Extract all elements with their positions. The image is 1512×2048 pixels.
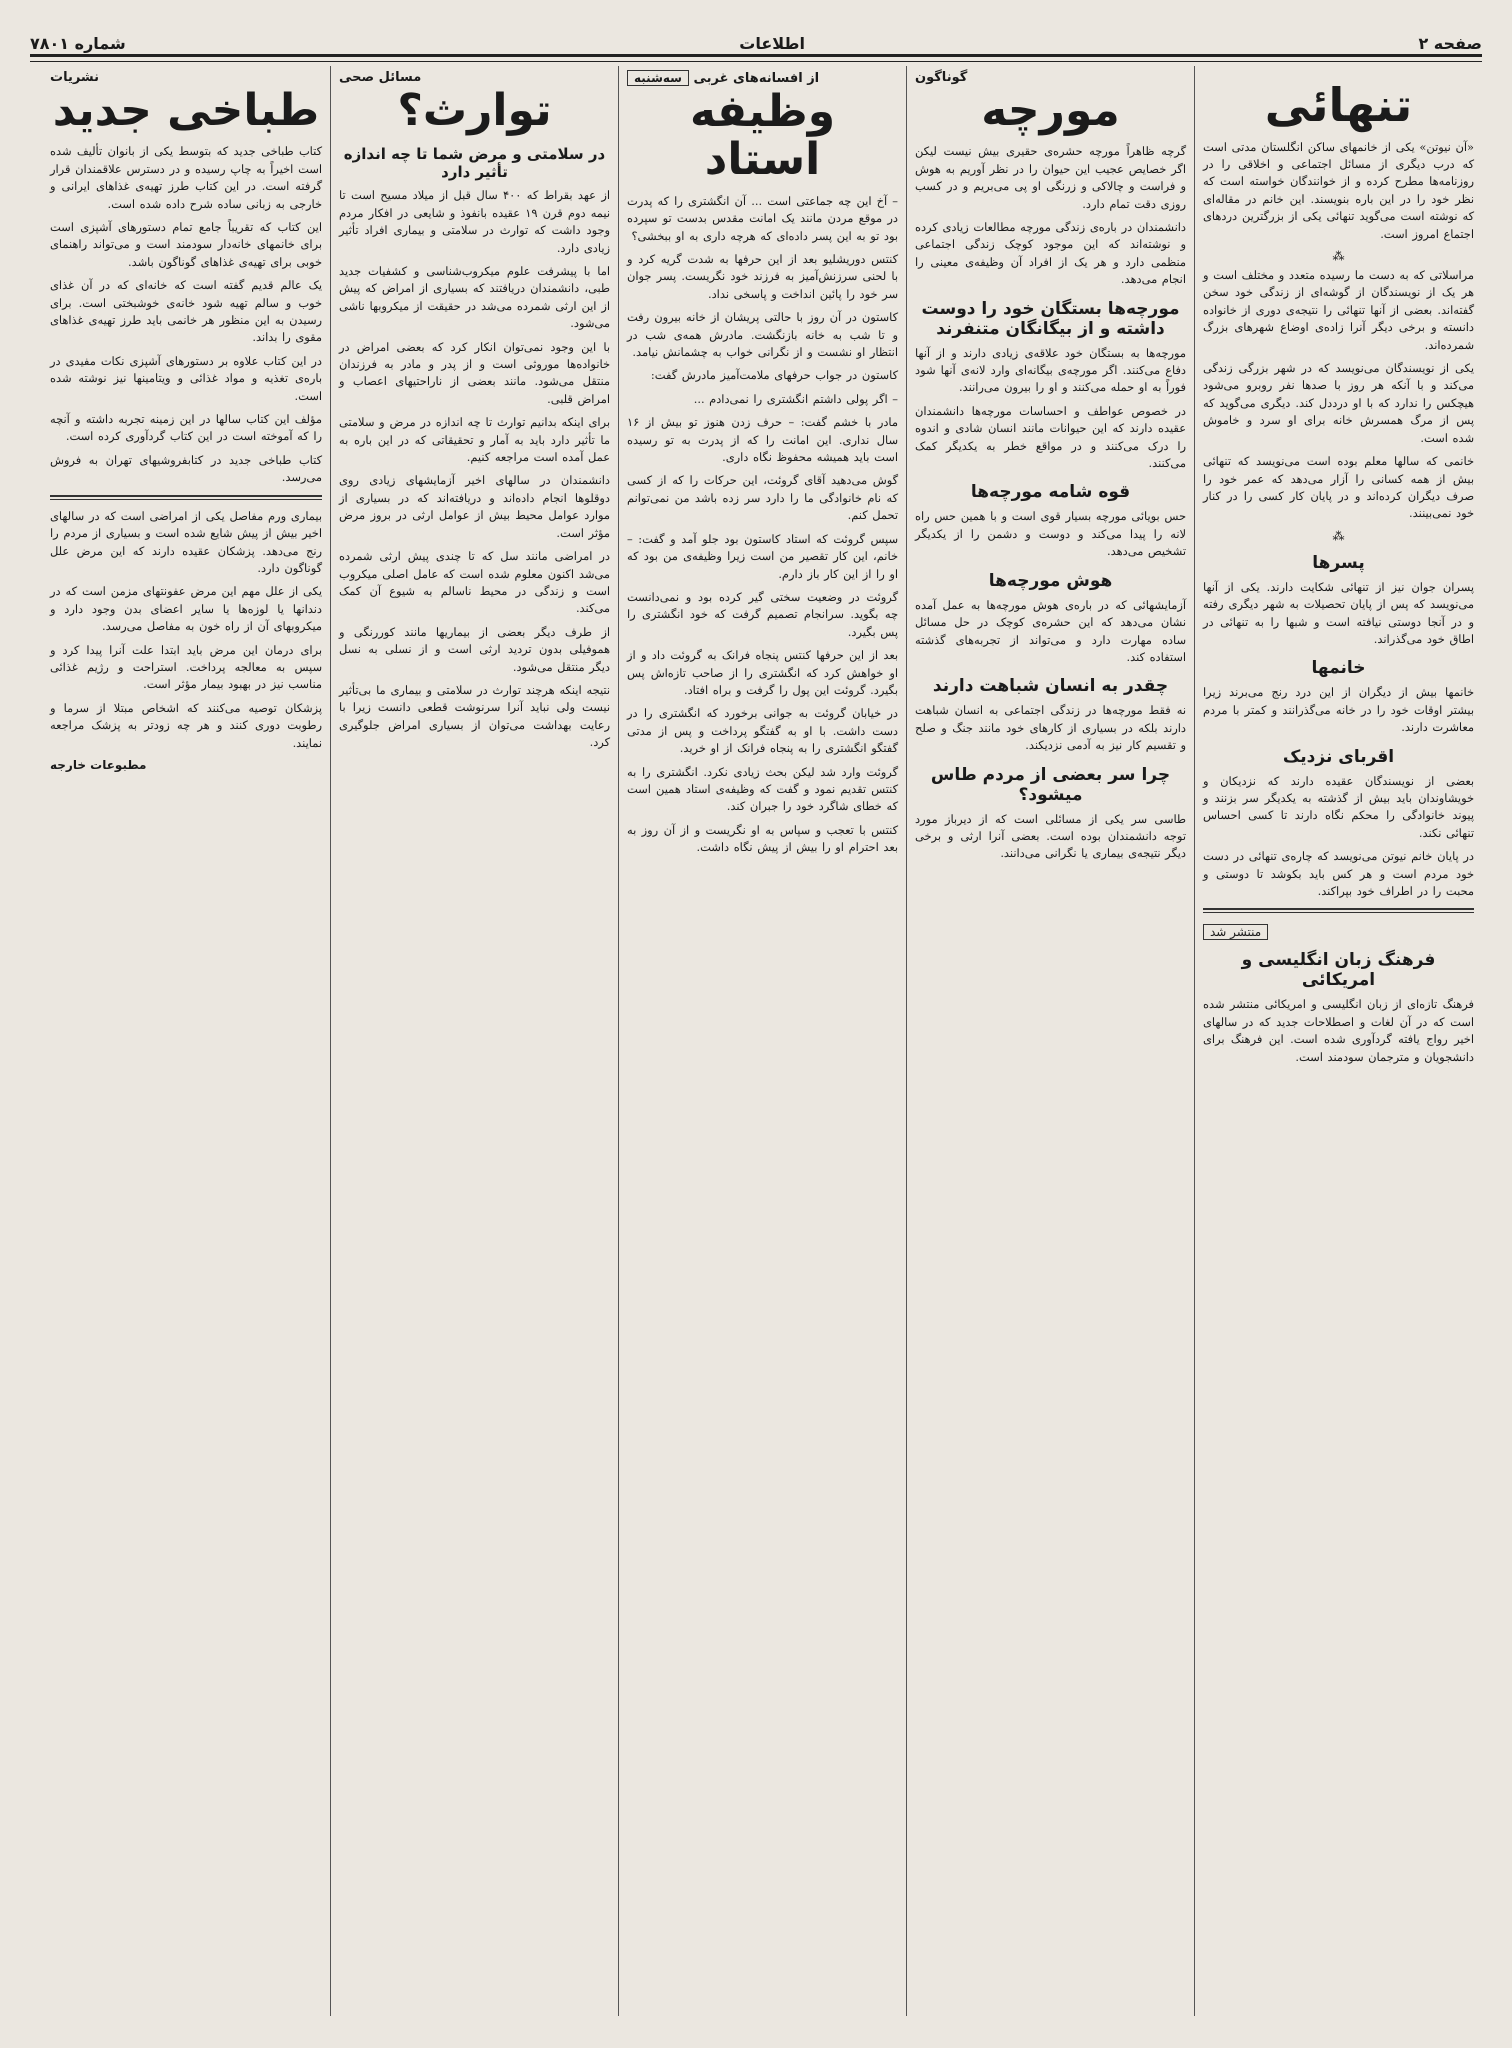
- section-label: [627, 70, 898, 86]
- paragraph: در این کتاب علاوه بر دستورهای آشپزی نکات مفیدی در باره‌ی تغذیه و مواد غذائی و ویتامینها نیز نوشته شده است.: [50, 353, 322, 403]
- paragraph: طاسی سر یکی از مسائلی است که از دیرباز مورد توجه دانشمندان بوده است. بعضی آنرا ارثی و برخی دیگر نتیجه‌ی بیماری یا نگرانی می‌دانند.: [915, 811, 1186, 861]
- section-divider: [1203, 908, 1474, 913]
- subheading: پسرها: [1312, 552, 1365, 573]
- separator-stars: ⁂: [1332, 249, 1345, 264]
- section-box-label: منتشر شد: [1203, 924, 1268, 940]
- column-teachers-duty: [618, 66, 906, 2016]
- paragraph: نتیجه اینکه هرچند توارث در سلامتی و بیماری ما بی‌تأثیر نیست ولی نباید آنرا سرنوشت قطعی دانست زیرا با رعایت بهداشت می‌توان از بسیاری امراض جلوگیری کرد.: [339, 682, 610, 750]
- subheading: فرهنگ زبان انگلیسی و امریکائی: [1241, 950, 1436, 991]
- paragraph: کنتس دوریشلیو بعد از این حرفها به شدت گریه کرد و با لحنی سرزنش‌آمیز به فرزند خود نگریست. پسر جوان سر خود را پائین انداخت و پاسخی نداد.: [627, 252, 898, 301]
- subheading: اقربای نزدیک: [1282, 746, 1395, 767]
- section-label: مسائل صحی: [339, 70, 422, 85]
- paragraph: مورچه‌ها به بستگان خود علاقه‌ی زیادی دارند و از آنها دفاع می‌کنند. اگر مورچه‌ی بیگانه‌ای وارد لانه‌ی آنها شود فوراً به او حمله می‌کنند و او را بیرون می‌رانند.: [915, 345, 1186, 395]
- paragraph: بعد از این حرفها کنتس پنجاه فرانک به گروئت داد و از او خواهش کرد که انگشتری را از صاحب تازه‌اش پس بگیرد. گروئت این پول را گرفت و براه افتاد.: [627, 648, 898, 697]
- paragraph: کتاب طباخی جدید که بتوسط یکی از بانوان تألیف شده است اخیراً به چاپ رسیده و در دسترس علاقمندان قرار گرفته است. در این کتاب طرز تهیه‌ی غذاهای ایرانی و خارجی به زبانی ساده شرح داده شده است.: [50, 144, 322, 211]
- paragraph: برای درمان این مرض باید ابتدا علت آنرا پیدا کرد و سپس به معالجه پرداخت. استراحت و رژیم غذائی مناسب نیز در بهبود بیمار مؤثر است.: [50, 642, 322, 692]
- section-label: نشریات: [50, 70, 100, 85]
- paragraph: کتاب طباخی جدید در کتابفروشیهای تهران به فروش می‌رسد.: [50, 452, 322, 485]
- paragraph: آزمایشهائی که در باره‌ی هوش مورچه‌ها به عمل آمده نشان می‌دهد که این حشره‌ی کوچک در حل مسائل ساده مهارت دارد و می‌تواند از تجربه‌های گذشته استفاده کند.: [915, 597, 1186, 664]
- article-headline: طباخی جدید: [52, 85, 320, 136]
- article-subtitle: در سلامتی و مرض شما تا چه اندازه تأثیر دارد: [343, 145, 606, 182]
- paragraph: در امراضی مانند سل که تا چندی پیش ارثی شمرده می‌شد اکنون معلوم شده است که عامل اصلی میکروب است و زندگی در محیط ناسالم به شیوع آن کمک می‌کند.: [339, 549, 610, 616]
- paragraph: پزشکان توصیه می‌کنند که اشخاص مبتلا از سرما و رطوبت دوری کنند و هر چه زودتر به پزشک مراجعه نمایند.: [50, 700, 322, 750]
- paragraph: دانشمندان در باره‌ی زندگی مورچه مطالعات زیادی کرده و نوشته‌اند که این موجود کوچک زندگی اجتماعی منظمی دارد و هر یک از افراد آن وظیفه‌ی معینی را انجام می‌دهد.: [915, 220, 1186, 287]
- paragraph: گروئت وارد شد لیکن بحث زیادی نکرد. انگشتری را به کنتس تقدیم نمود و گفت که وظیفه‌ی استاد همین است که خطای شاگرد خود را جبران کند.: [627, 764, 898, 814]
- subheading: چقدر به انسان شباهت دارند: [932, 676, 1169, 697]
- column-new-cookbook: [42, 66, 330, 2016]
- paragraph: نه فقط مورچه‌ها در زندگی اجتماعی به انسان شباهت دارند بلکه در بسیاری از کارهای خود مانند جنگ و صلح و تقسیم کار نیز به آدمی نزدیکند.: [915, 703, 1186, 753]
- separator-stars: ⁂: [1332, 528, 1345, 543]
- paragraph: از طرف دیگر بعضی از بیماریها مانند کوررنگی و هموفیلی بدون تردید ارثی است و از نسلی به نسل دیگر منتقل می‌شود.: [339, 624, 610, 674]
- paragraph: بعضی از نویسندگان عقیده دارند که نزدیکان و خویشاوندان باید بیش از گذشته به یکدیگر سر بزنند و پیوند خانوادگی را محکم نگاه دارند تا کسی احساس تنهائی نکند.: [1203, 773, 1474, 840]
- paragraph: گروئت در وضعیت سختی گیر کرده بود و نمی‌دانست چه بگوید. سرانجام تصمیم گرفت که خود انگشتری را پس بگیرد.: [627, 589, 898, 639]
- paragraph: – آخ این چه جماعتی است ... آن انگشتری را که پدرت در موقع مردن مانند یک امانت مقدس بدست تو سپرده بود تو به این پسر داده‌ای که هرچه داری به او ببخشی؟: [627, 193, 898, 243]
- subheading: چرا سر بعضی از مردم طاس میشود؟: [930, 764, 1171, 805]
- paragraph: در پایان خانم نیوتن می‌نویسد که چاره‌ی تنهائی در دست خود مردم است و هر کس باید بکوشد تا دوستی و محبت را در اطراف خود بپراکند.: [1203, 849, 1474, 898]
- paper-title: اطلاعات: [739, 33, 805, 53]
- section-label-text: از افسانه‌های غربی: [693, 71, 820, 86]
- paragraph: این کتاب که تقریباً جامع تمام دستورهای آشپزی است برای خانمهای خانه‌دار سودمند است و می‌تواند راهنمای خوبی برای تهیه‌ی غذاهای گوناگون باشد.: [50, 220, 322, 269]
- article-headline: توارث؟: [397, 85, 552, 136]
- paragraph: «آن نیوتن» یکی از خانمهای ساکن انگلستان مدتی است که درب دیگری از مسائل اجتماعی و اخلاقی را در روزنامه‌ها مطرح کرده و از خوانندگان خواسته است که نظر خود را در این باره بنویسند. این خانم در مقاله‌ای که نوشته است می‌گوید تنهائی یکی از بزرگترین دردهای اجتماع امروز است.: [1203, 139, 1474, 241]
- paragraph: – اگر پولی داشتم انگشتری را نمی‌دادم ...: [693, 391, 898, 406]
- paragraph: پسران جوان نیز از تنهائی شکایت دارند. یکی از آنها می‌نویسد که پس از پایان تحصیلات به شهر دیگری رفته و در آنجا دوستی نیافته است و شبها را به تنهائی در اطاق خود می‌گذراند.: [1203, 579, 1474, 646]
- subheading: خانمها: [1311, 658, 1366, 679]
- column-ant: [906, 66, 1194, 2016]
- section-label: گوناگون: [915, 70, 968, 85]
- paragraph: حس بویائی مورچه بسیار قوی است و با همین حس راه لانه را پیدا می‌کند و دوست و دشمن را از یکدیگر تشخیص می‌دهد.: [915, 509, 1186, 559]
- paragraph: یک عالم قدیم گفته است که خانه‌ای که در آن غذای خوب و سالم تهیه شود خانه‌ی خوشبختی است. برای رسیدن به این منظور هر خانمی باید طرز تهیه‌ی غذاهای مقوی را بداند.: [50, 278, 322, 345]
- paragraph: کاستون در آن روز با حالتی پریشان از خانه بیرون رفت و تا شب به خانه بازنگشت. مادرش همه‌ی شب در انتظار او نشست و از نگرانی خواب به چشمانش نیامد.: [627, 310, 898, 360]
- article-headline: تنهائی: [1264, 78, 1413, 132]
- article-headline: مورچه: [981, 85, 1120, 136]
- paragraph: مادر با خشم گفت: – حرف زدن هنوز تو بیش از ۱۶ سال نداری. این امانت را که از پدرت به تو رسیده است باید همیشه محفوظ نگاه داری.: [627, 415, 898, 465]
- paragraph: در خصوص عواطف و احساسات مورچه‌ها دانشمندان عقیده دارند که این حیوانات مانند انسان شادی و اندوه را درک می‌کنند و در مواقع خطر به یکدیگر کمک می‌کنند.: [915, 403, 1186, 471]
- page-number: صفحه ۲: [1418, 33, 1482, 53]
- paragraph: اما با پیشرفت علوم میکروب‌شناسی و کشفیات جدید طبی، دانشمندان دریافتند که بسیاری از امراض که پیش از این ارثی شمرده می‌شد در حقیقت از میکروبها ناشی می‌شود.: [339, 264, 610, 331]
- paragraph: کنتس با تعجب و سپاس به او نگریست و از آن روز به بعد احترام او را بیش از پیش نگاه داشت.: [627, 822, 898, 855]
- paragraph: دانشمندان در سالهای اخیر آزمایشهای زیادی روی دوقلوها انجام داده‌اند و دریافته‌اند که در بسیاری از موارد عوامل محیط بیش از عوامل ارثی در بروز مرض مؤثر است.: [339, 473, 610, 540]
- paragraph: بیماری ورم مفاصل یکی از امراضی است که در سالهای اخیر بیش از پیش شایع شده است و بسیاری از مردم را رنج می‌دهد. پزشکان عقیده دارند که این مرض علل گوناگون دارد.: [50, 508, 322, 575]
- paragraph: گرچه ظاهراً مورچه حشره‌ی حقیری بیش نیست لیکن اگر خصایص عجیب این حیوان را در نظر آوریم به هوش و فراست و چالاکی و زرنگی او پی می‌بریم و در کسب روزی دقت تمام دارد.: [915, 144, 1186, 211]
- paragraph: مؤلف این کتاب سالها در این زمینه تجربه داشته و آنچه را که آموخته است در این کتاب گردآوری کرده است.: [50, 412, 322, 444]
- paragraph: برای اینکه بدانیم توارث تا چه اندازه در مرض و سلامتی ما تأثیر دارد باید به آمار و تحقیقاتی که در این باره به عمل آمده است مراجعه کنیم.: [339, 415, 610, 465]
- paragraph: یکی از نویسندگان می‌نویسد که در شهر بزرگی زندگی می‌کند و با آنکه هر روز با صدها نفر روبرو می‌شود هیچکس را ندارد که با او درددل کند. دیگری می‌گوید که پس از مرگ همسرش خانه برای او سرد و خاموش شده است.: [1203, 361, 1474, 445]
- article-headline: وظیفه استاد: [689, 86, 836, 186]
- paragraph: سپس گروئت که استاد کاستون بود جلو آمد و گفت: – خانم، این کار تقصیر من است زیرا وظیفه‌ی من بود که او را از این کار باز دارم.: [627, 531, 898, 581]
- issue-number: شماره ۷۸۰۱: [30, 33, 126, 53]
- column-heredity: [330, 66, 618, 2016]
- subheading: مورچه‌ها بستگان خود را دوست داشته و از بیگانگان متنفرند: [921, 298, 1180, 339]
- paragraph: کاستون در جواب حرفهای ملامت‌آمیز مادرش گفت:: [650, 368, 898, 383]
- subheading: قوه شامه مورچه‌ها: [970, 482, 1131, 503]
- paragraph: خانمی که سالها معلم بوده است می‌نویسد که تنهائی بیش از همه کسانی را آزار می‌دهد که عمر خود را صرف دیگران کرده‌اند و در پایان کار کسی را در کنار خود نمی‌بینند.: [1203, 454, 1474, 521]
- paragraph: در خیابان گروئت به جوانی برخورد که انگشتری را در دست داشت. با او به گفتگو پرداخت و پس از مدتی گفتگو انگشتری را به پنجاه فرانک از او خرید.: [627, 706, 898, 756]
- column-loneliness: [1194, 66, 1482, 2016]
- paragraph: یکی از علل مهم این مرض عفونتهای مزمن است که در دندانها یا لوزه‌ها یا سایر اعضای بدن وجود دارد و میکروبهای آن از راه خون به مفاصل می‌رسد.: [50, 584, 322, 634]
- newspaper-page: [30, 30, 1482, 2018]
- paragraph: مراسلاتی که به دست ما رسیده متعدد و مختلف است و هر یک از نویسندگان از گوشه‌ای از زندگی خود سخن گفته‌اند. بعضی از آنها تنهائی را نتیجه‌ی دوری از خانواده دانسته و برخی دیگر آنرا زاده‌ی اوضاع شهرهای بزرگ شمرده‌اند.: [1203, 268, 1474, 352]
- paragraph: خانمها بیش از دیگران از این درد رنج می‌برند زیرا بیشتر اوقات خود را در خانه می‌گذرانند و کمتر با مردم معاشرت دارند.: [1203, 685, 1474, 735]
- subheading: هوش مورچه‌ها: [988, 570, 1113, 591]
- section-box-label: سه‌شنبه: [627, 70, 689, 86]
- masthead: [30, 30, 1482, 56]
- paragraph: فرهنگ تازه‌ای از زبان انگلیسی و امریکائی منتشر شده است که در آن لغات و اصطلاحات جدید که در سالهای اخیر رواج یافته گردآوری شده است. این فرهنگ برای دانشجویان و مترجمان سودمند است.: [1203, 997, 1474, 1064]
- article-signature: مطبوعات خارجه: [50, 757, 147, 772]
- paragraph: از عهد بقراط که ۴۰۰ سال قبل از میلاد مسیح است تا نیمه دوم قرن ۱۹ عقیده بانفوذ و شایعی در افکار مردم وجود داشت که توارث در سلامتی و بیماری افراد تأثیر زیادی دارد.: [339, 188, 610, 255]
- masthead-rule: [30, 54, 1482, 62]
- columns: [30, 66, 1482, 2016]
- paragraph: با این وجود نمی‌توان انکار کرد که بعضی امراض در خانواده‌ها موروثی است و از پدر و مادر به فرزندان منتقل می‌شود. مانند بعضی از ناراحتیهای اعصاب و امراض قلبی.: [339, 339, 610, 406]
- paragraph: گوش می‌دهید آقای گروئت، این حرکات را که از کسی که نام خانوادگی ما را دارد سر زده باشد من نمی‌توانم تحمل کنم.: [627, 473, 898, 523]
- section-divider: [50, 495, 322, 500]
